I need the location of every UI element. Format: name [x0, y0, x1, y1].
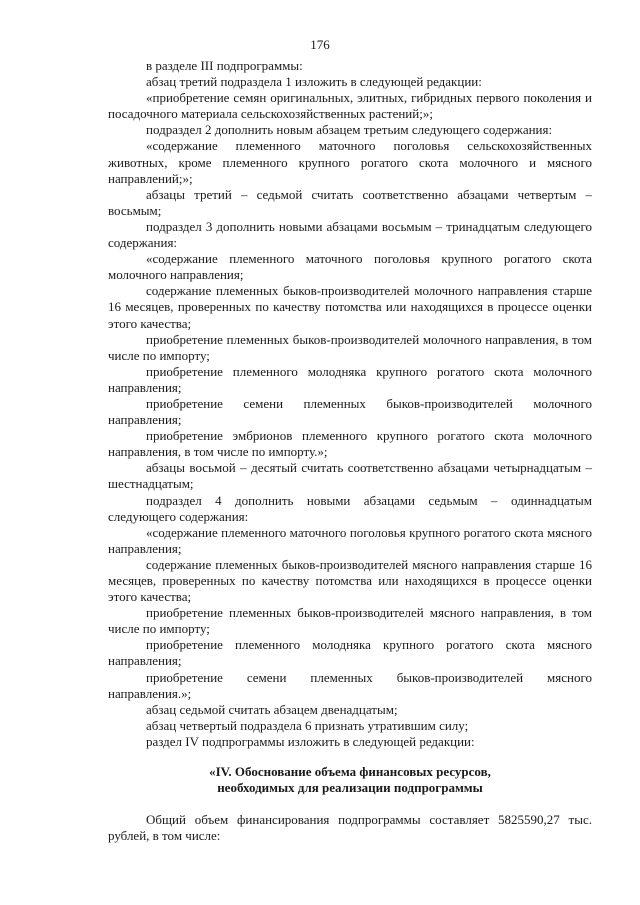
- paragraph: приобретение племенных быков-производителей молочного направления, в том числе по импорту;: [108, 331, 592, 363]
- paragraph: раздел IV подпрограммы изложить в следующей редакции:: [146, 733, 475, 749]
- paragraph: «содержание племенного маточного поголовья крупного рогатого скота мясного направления;: [108, 524, 592, 556]
- paragraph: абзацы третий – седьмой считать соответственно абзацами четвертым – восьмым;: [108, 186, 592, 218]
- paragraph: абзац третий подраздела 1 изложить в следующей редакции:: [146, 74, 482, 90]
- paragraph: подраздел 3 дополнить новыми абзацами восьмым – тринадцатым следующего содержания:: [108, 218, 592, 251]
- section-heading-line: «IV. Обоснование объема финансовых ресурсов,: [209, 764, 491, 780]
- paragraph: «приобретение семян оригинальных, элитных, гибридных первого поколения и посадочного материала сельскохозяйственных растений;»;: [108, 90, 592, 122]
- paragraph: «содержание племенного маточного поголовья сельскохозяйственных животных, кроме племенного крупного рогатого скота молочного и мясного направлений;»;: [108, 138, 592, 186]
- section-heading: [108, 764, 592, 796]
- document-body: [108, 58, 592, 844]
- paragraph: подраздел 2 дополнить новым абзацем третьим следующего содержания:: [146, 122, 553, 138]
- paragraph: содержание племенных быков-производителей мясного направления старше 16 месяцев, проверенных по качеству потомства или находящихся в процессе оценки этого качества;: [108, 556, 592, 605]
- paragraph: подраздел 4 дополнить новыми абзацами седьмым – одиннадцатым следующего содержания:: [108, 492, 592, 524]
- paragraph: содержание племенных быков-производителей молочного направления старше 16 месяцев, проверенных по качеству потомства или находящихся в процессе оценки этого качества;: [108, 283, 592, 331]
- paragraph: абзацы восьмой – десятый считать соответственно абзацами четырнадцатым – шестнадцатым;: [108, 460, 592, 492]
- paragraph: приобретение племенного молодняка крупного рогатого скота мясного направления;: [108, 637, 592, 669]
- paragraph: приобретение семени племенных быков-производителей молочного направления;: [108, 395, 592, 428]
- page-number: 176: [310, 37, 330, 52]
- paragraph: приобретение эмбрионов племенного крупного рогатого скота молочного направления, в том числе по импорту.»;: [108, 428, 592, 460]
- paragraph: приобретение племенных быков-производителей мясного направления, в том числе по импорту;: [108, 605, 592, 637]
- section-heading-line: необходимых для реализации подпрограммы: [217, 780, 483, 796]
- paragraph: в разделе III подпрограммы:: [146, 58, 303, 73]
- paragraph: Общий объем финансирования подпрограммы составляет 5825590,27 тыс. рублей, в том числе:: [108, 812, 592, 844]
- paragraph: абзац четвертый подраздела 6 признать утратившим силу;: [146, 717, 469, 733]
- paragraph: приобретение племенного молодняка крупного рогатого скота молочного направления;: [108, 363, 592, 395]
- paragraph: приобретение семени племенных быков-производителей мясного направления.»;: [108, 669, 592, 701]
- paragraph: абзац седьмой считать абзацем двенадцатым;: [146, 701, 398, 717]
- paragraph: «содержание племенного маточного поголовья крупного рогатого скота молочного направления;: [108, 251, 592, 283]
